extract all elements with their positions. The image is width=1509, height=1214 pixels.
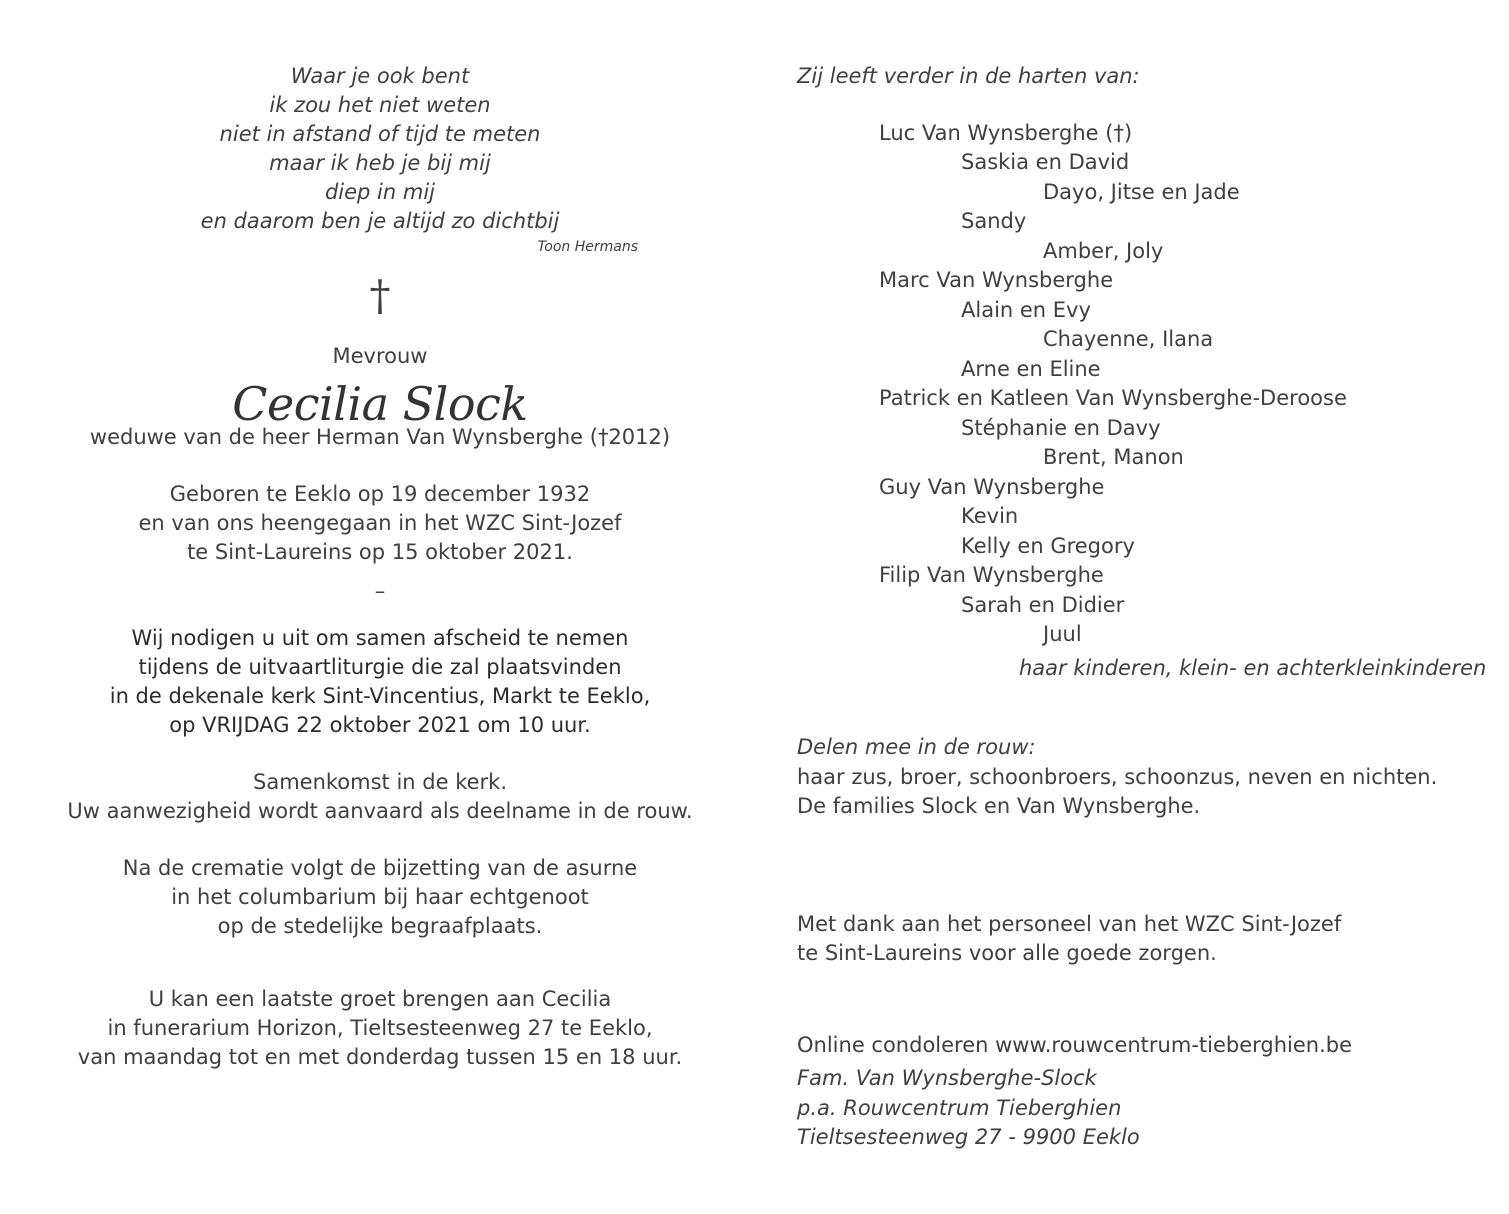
- farewell-block: [20, 985, 740, 1072]
- poem-line: en daarom ben je altijd zo dichtbij: [200, 209, 560, 233]
- gathering-block: [20, 768, 740, 826]
- family-member: Dayo, Jitse en Jade: [1043, 179, 1240, 204]
- farewell-line: in funerarium Horizon, Tieltsesteenweg 27 te Eeklo,: [107, 1016, 653, 1040]
- address-block: [797, 1064, 1497, 1153]
- birth-line: te Sint-Laureins op 15 oktober 2021.: [187, 540, 573, 564]
- family-member: Guy Van Wynsberghe: [879, 474, 1105, 499]
- invitation-line: tijdens de uitvaartliturgie die zal plaatsvinden: [138, 655, 622, 679]
- invitation-line: Wij nodigen u uit om samen afscheid te nemen: [131, 626, 629, 650]
- family-member: Brent, Manon: [1043, 445, 1184, 469]
- thanks-line: te Sint-Laureins voor alle goede zorgen.: [797, 941, 1217, 965]
- cremation-line: op de stedelijke begraafplaats.: [217, 914, 543, 938]
- poem-line: ik zou het niet weten: [269, 93, 491, 117]
- cremation-line: in het columbarium bij haar echtgenoot: [171, 885, 589, 909]
- address-line: Fam. Van Wynsberghe-Slock: [797, 1066, 1097, 1090]
- farewell-line: U kan een laatste groet brengen aan Cecilia: [148, 987, 612, 1011]
- birth-block: [20, 480, 740, 567]
- share-line: haar zus, broer, schoonbroers, schoonzus, neven en nichten.: [797, 764, 1438, 789]
- farewell-line: van maandag tot en met donderdag tussen 15 en 18 uur.: [77, 1045, 683, 1069]
- share-intro: Delen mee in de rouw:: [797, 735, 1036, 759]
- separator: –: [374, 579, 386, 603]
- cross-icon: †: [369, 271, 391, 320]
- family-member: Amber, Joly: [1043, 238, 1164, 263]
- family-member: Alain en Evy: [961, 297, 1091, 322]
- family-intro: Zij leeft verder in de harten van:: [797, 64, 1140, 88]
- poem-line: niet in afstand of tijd te meten: [219, 122, 541, 146]
- family-member: Luc Van Wynsberghe (†): [879, 120, 1133, 145]
- cremation-line: Na de crematie volgt de bijzetting van de asurne: [122, 856, 638, 880]
- family-member: Chayenne, Ilana: [1043, 327, 1214, 351]
- family-member: Sarah en Didier: [961, 592, 1125, 617]
- address-line: Tieltsesteenweg 27 - 9900 Eeklo: [797, 1125, 1140, 1149]
- birth-line: Geboren te Eeklo op 19 december 1932: [169, 482, 591, 506]
- title: Mevrouw: [332, 344, 428, 368]
- family-member: Sandy: [961, 209, 1027, 233]
- gathering-line: Uw aanwezigheid wordt aanvaard als deelname in de rouw.: [67, 799, 693, 823]
- poem-line: Waar je ook bent: [290, 64, 470, 88]
- birth-line: en van ons heengegaan in het WZC Sint-Jozef: [138, 511, 622, 535]
- cremation-block: [20, 854, 740, 941]
- share-line: De families Slock en Van Wynsberghe.: [797, 794, 1201, 818]
- poem-line: diep in mij: [324, 180, 436, 204]
- family-member: Filip Van Wynsberghe: [879, 563, 1104, 587]
- family-member: Patrick en Katleen Van Wynsberghe-Deroose: [879, 386, 1347, 410]
- family-member: Juul: [1043, 622, 1082, 646]
- family-member: Kelly en Gregory: [961, 533, 1135, 558]
- right-column: [797, 62, 1497, 1153]
- online-condolence: Online condoleren www.rouwcentrum-tieberghien.be: [797, 1032, 1353, 1057]
- gathering-line: Samenkomst in de kerk.: [253, 770, 507, 794]
- left-column: [20, 62, 740, 1072]
- family-list: [797, 119, 1497, 650]
- thanks-block: [797, 910, 1497, 969]
- poem-author: Toon Hermans: [537, 239, 638, 255]
- share-block: [797, 733, 1497, 822]
- deceased-name: Cecilia Slock: [232, 377, 528, 431]
- family-member: Kevin: [961, 504, 1019, 528]
- family-member: Arne en Eline: [961, 356, 1101, 381]
- widow-line: weduwe van de heer Herman Van Wynsberghe (†2012): [89, 425, 671, 449]
- family-member: Marc Van Wynsberghe: [879, 268, 1114, 292]
- family-member: Stéphanie en Davy: [961, 415, 1161, 440]
- address-line: p.a. Rouwcentrum Tieberghien: [797, 1095, 1122, 1120]
- family-member: Saskia en David: [961, 150, 1130, 174]
- invitation-block: [20, 624, 740, 740]
- poem: [20, 62, 740, 236]
- family-relation: haar kinderen, klein- en achterkleinkinderen: [1019, 655, 1487, 680]
- invitation-line: op VRIJDAG 22 oktober 2021 om 10 uur.: [169, 713, 591, 737]
- poem-line: maar ik heb je bij mij: [269, 151, 491, 175]
- thanks-line: Met dank aan het personeel van het WZC Sint-Jozef: [797, 911, 1342, 936]
- invitation-line: in de dekenale kerk Sint-Vincentius, Markt te Eeklo,: [109, 684, 651, 708]
